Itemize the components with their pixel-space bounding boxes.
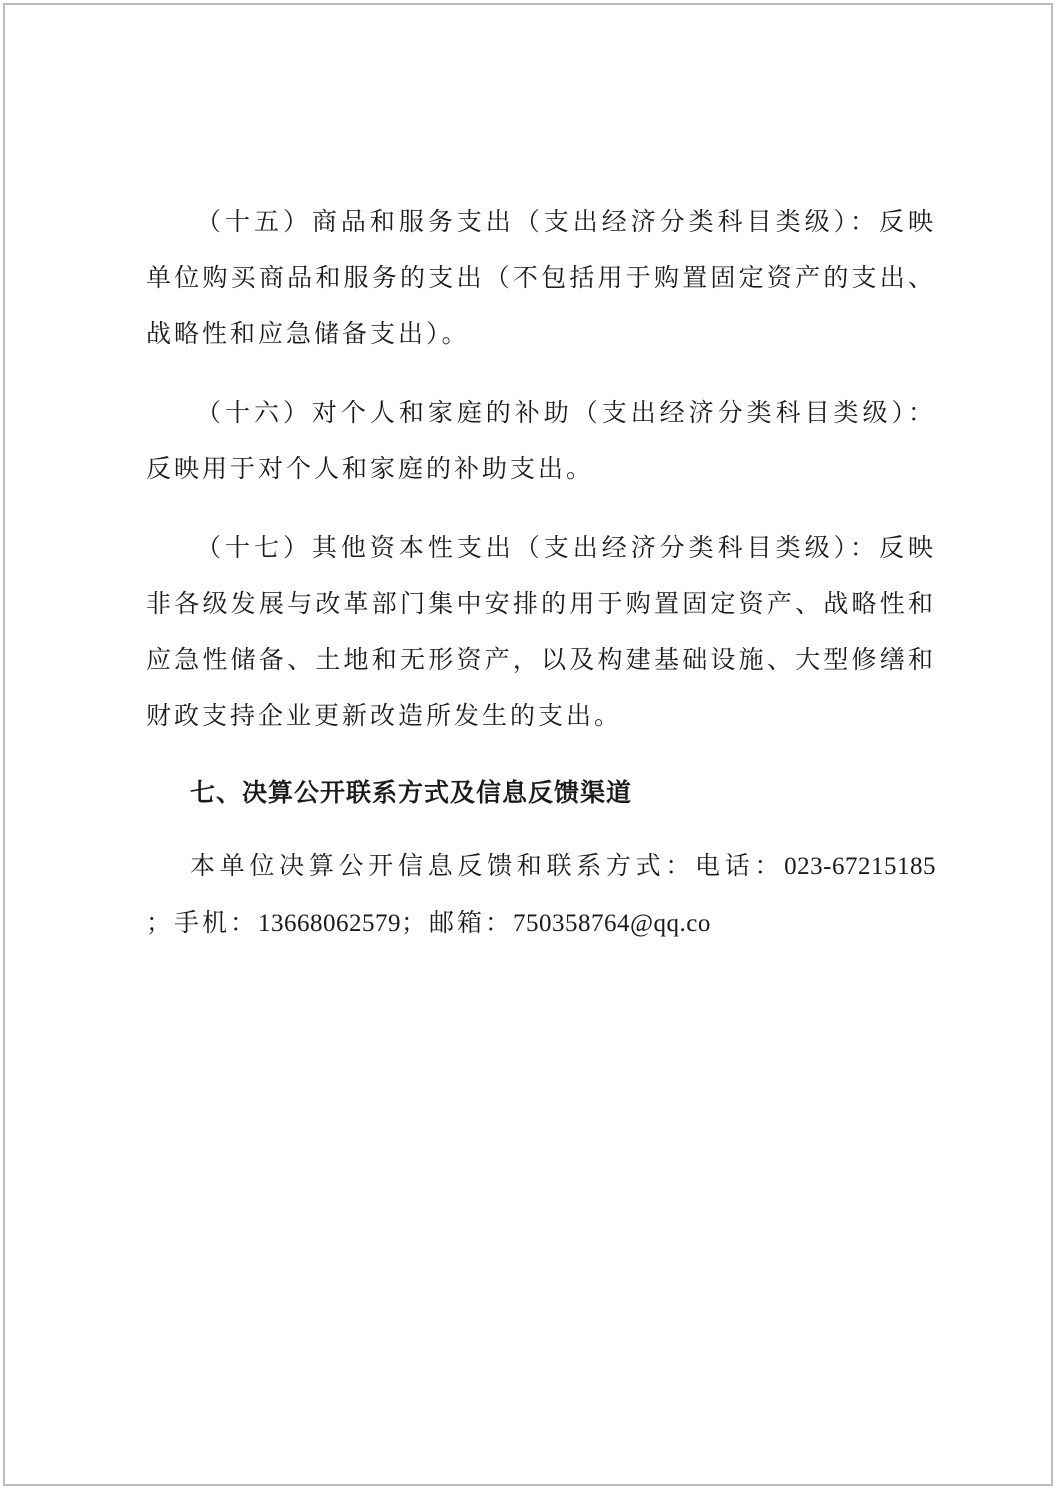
paragraph-household-subsidy: （十六）对个人和家庭的补助（支出经济分类科目类级）：反映用于对个人和家庭的补助支出。	[146, 398, 936, 483]
contact-phone: 023-67215185	[784, 853, 936, 880]
contact-email: 750358764@qq.co	[513, 910, 711, 937]
document-page	[3, 3, 1053, 1486]
contact-paragraph	[146, 838, 936, 952]
paragraph-other-capital: （十七）其他资本性支出（支出经济分类科目类级）：反映非各级发展与改革部门集中安排的用于购置固定资产、战略性和应急性储备、土地和无形资产，以及构建基础设施、大型修缮和财政支持企业更新改造所发生的支出。	[146, 533, 936, 730]
section-heading-contact: 七、决算公开联系方式及信息反馈渠道	[190, 778, 633, 807]
contact-separator-email: ；邮箱：	[401, 908, 514, 937]
contact-separator-mobile: ；手机：	[146, 908, 259, 937]
document-body	[146, 194, 936, 952]
contact-mobile: 13668062579	[258, 910, 402, 937]
paragraph-goods-services: （十五）商品和服务支出（支出经济分类科目类级）：反映单位购买商品和服务的支出（不包括用于购置固定资产的支出、战略性和应急储备支出）。	[146, 207, 936, 348]
contact-intro: 本单位决算公开信息反馈和联系方式：电话：	[190, 851, 785, 880]
